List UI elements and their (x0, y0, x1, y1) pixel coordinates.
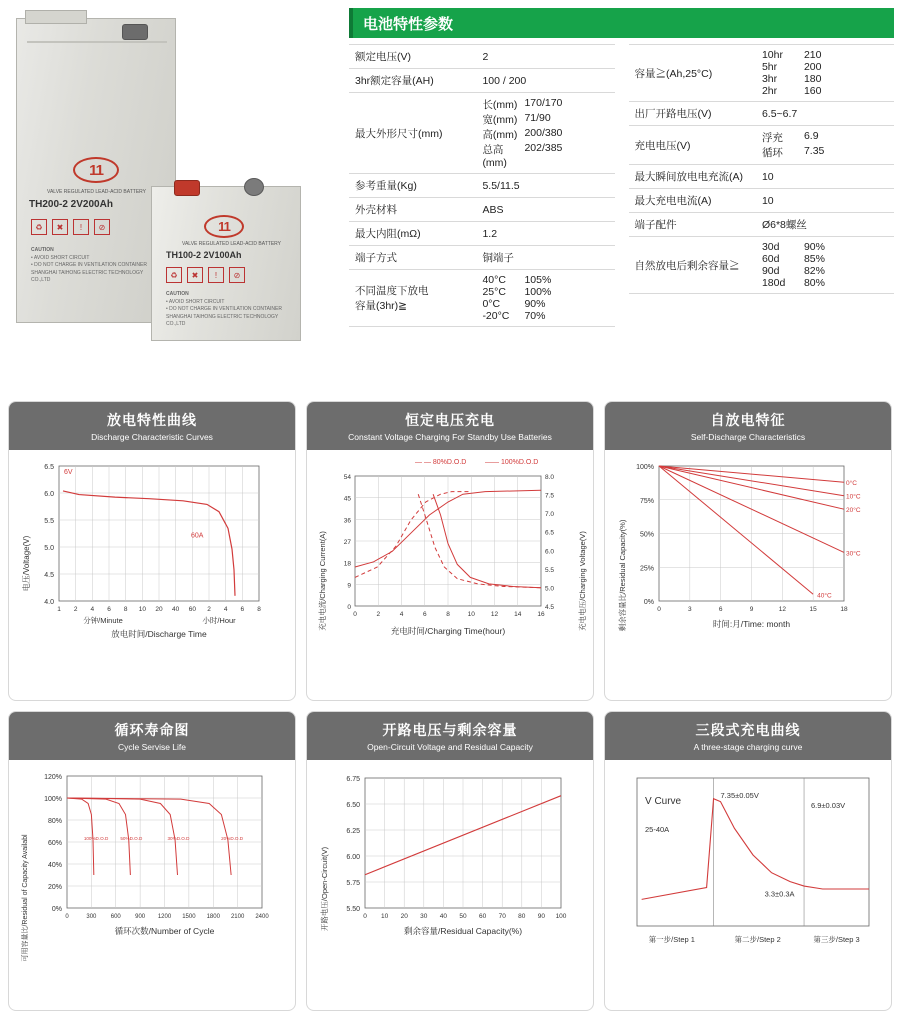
spec-row (349, 45, 615, 69)
svg-text:第二步/Step 2: 第二步/Step 2 (734, 935, 781, 944)
svg-text:0: 0 (657, 606, 661, 613)
svg-text:4.5: 4.5 (545, 604, 555, 611)
spec-subrow: 长(mm) 170/170 (482, 97, 563, 111)
svg-text:2400: 2400 (255, 914, 269, 920)
svg-text:4.0: 4.0 (44, 599, 54, 606)
charts-grid (0, 395, 900, 1019)
spec-key: 最大内阻(mΩ) (349, 222, 476, 246)
model-label-100: TH100-2 2V100Ah (166, 250, 242, 260)
no-trash-icon: ⊘ (94, 219, 110, 235)
svg-text:60: 60 (188, 606, 196, 613)
svg-text:—— 100%D.O.D: —— 100%D.O.D (485, 459, 539, 466)
spec-panel (341, 8, 894, 395)
spec-subrow: 2hr 160 (761, 85, 822, 97)
svg-text:8: 8 (123, 606, 128, 613)
svg-text:3: 3 (688, 606, 692, 613)
svg-text:V Curve: V Curve (645, 796, 682, 807)
card-header (9, 402, 295, 450)
read-manual-icon: ! (208, 267, 224, 283)
svg-text:900: 900 (135, 914, 146, 920)
svg-text:6.5: 6.5 (545, 529, 555, 537)
spec-subrow: -20°C 70% (482, 310, 546, 322)
chart-card-ocv (306, 711, 594, 1011)
svg-text:50%: 50% (639, 531, 654, 539)
svg-text:6.0: 6.0 (44, 491, 54, 498)
spec-subrow: 60d 85% (761, 253, 825, 265)
svg-text:50: 50 (459, 913, 467, 920)
spec-table-left (349, 44, 615, 327)
svg-text:0: 0 (347, 604, 351, 611)
svg-text:4: 4 (90, 606, 95, 613)
svg-text:15: 15 (809, 606, 817, 613)
svg-text:7.5: 7.5 (545, 492, 555, 500)
spec-subrow: 0°C 90% (482, 298, 546, 310)
spec-subrow: 40°C 105% (482, 274, 552, 286)
svg-text:18: 18 (840, 606, 848, 613)
svg-text:5.5: 5.5 (545, 566, 555, 574)
spec-row (349, 69, 615, 93)
svg-text:80: 80 (518, 913, 526, 920)
spec-key: 外壳材料 (349, 198, 476, 222)
svg-text:9: 9 (347, 582, 351, 590)
svg-text:0: 0 (353, 611, 357, 618)
spec-value: ABS (476, 198, 614, 222)
svg-text:70: 70 (498, 913, 506, 920)
svg-text:第一步/Step 1: 第一步/Step 1 (648, 935, 695, 944)
svg-text:剩余容量比/Residual Capacity(%): 剩余容量比/Residual Capacity(%) (618, 519, 627, 632)
no-trash-icon: ⊘ (229, 267, 245, 283)
svg-text:6: 6 (240, 606, 245, 613)
svg-text:30%D.O.D: 30%D.O.D (167, 835, 190, 841)
card-header (9, 712, 295, 760)
svg-text:8.0: 8.0 (545, 474, 555, 481)
svg-text:40: 40 (172, 606, 180, 613)
svg-text:75%: 75% (639, 497, 654, 505)
svg-text:40: 40 (439, 913, 448, 920)
plot-self-discharge (611, 454, 885, 698)
spec-subrow: 总高(mm) 202/385 (482, 142, 563, 169)
svg-text:50%D.O.D: 50%D.O.D (120, 835, 143, 841)
svg-text:8: 8 (257, 606, 261, 613)
svg-text:16: 16 (537, 611, 545, 618)
spec-row (349, 222, 615, 246)
svg-text:第三步/Step 3: 第三步/Step 3 (813, 935, 860, 944)
spec-left-column (349, 44, 615, 327)
svg-text:0°C: 0°C (846, 480, 857, 488)
spec-row (349, 93, 615, 174)
svg-text:12: 12 (778, 606, 786, 613)
svg-text:10°C: 10°C (846, 493, 861, 501)
chart-card-constant-voltage (306, 401, 594, 701)
svg-text:60A: 60A (191, 532, 204, 540)
svg-text:6.9±0.03V: 6.9±0.03V (811, 801, 846, 810)
chart-title-en: Self-Discharge Characteristics (690, 432, 806, 442)
svg-text:2: 2 (207, 606, 211, 613)
svg-text:开路电压/Open-Circuit(V): 开路电压/Open-Circuit(V) (320, 846, 329, 932)
brand-logo-small: 11 (204, 215, 244, 238)
spec-row (349, 174, 615, 198)
brand-line: VALVE REGULATED LEAD-ACID BATTERY (47, 189, 147, 195)
spec-subrow: 3hr 180 (761, 73, 822, 85)
svg-text:6: 6 (718, 606, 723, 613)
svg-text:1500: 1500 (182, 914, 196, 920)
spec-subrow: 5hr 200 (761, 61, 822, 73)
spec-key: 容量≧(Ah,25°C) (629, 45, 756, 102)
svg-text:45: 45 (343, 495, 351, 503)
svg-text:100%: 100% (636, 464, 654, 471)
spec-row (629, 189, 895, 213)
spec-key: 3hr额定容量(AH) (349, 69, 476, 93)
spec-subrow: 10hr 210 (761, 49, 822, 61)
svg-text:5.0: 5.0 (545, 585, 555, 593)
svg-text:5.50: 5.50 (346, 906, 360, 913)
chart-title-en: Discharge Characteristic Curves (91, 432, 213, 442)
spec-subrow: 宽(mm) 71/90 (482, 112, 551, 126)
card-header (605, 712, 891, 760)
svg-text:25-40A: 25-40A (645, 825, 670, 834)
svg-text:5.75: 5.75 (346, 880, 360, 887)
svg-text:2: 2 (376, 611, 381, 618)
svg-text:4: 4 (399, 611, 404, 618)
spec-value: 6.5~6.7 (756, 102, 894, 126)
svg-text:300: 300 (86, 914, 97, 920)
svg-text:6.00: 6.00 (346, 854, 360, 861)
spec-key: 端子配件 (629, 213, 756, 237)
plot-cycle-life (15, 764, 289, 1008)
chart-card-self-discharge (604, 401, 892, 701)
spec-row (629, 102, 895, 126)
chart-title-en: Cycle Servise Life (117, 742, 187, 752)
spec-subrow: 180d 80% (761, 277, 825, 289)
spec-value: Ø6*8螺丝 (756, 213, 894, 237)
spec-key: 自然放电后剩余容量≧ (629, 237, 756, 294)
svg-text:100: 100 (555, 913, 567, 920)
chart-card-discharge (8, 401, 296, 701)
svg-text:60%: 60% (47, 840, 62, 847)
svg-text:6: 6 (107, 606, 111, 613)
svg-text:12: 12 (490, 611, 499, 618)
spec-value: 1.2 (476, 222, 614, 246)
spec-value: 10 (756, 165, 894, 189)
svg-text:时间:月/Time: month: 时间:月/Time: month (712, 619, 791, 629)
caution-text-100: CAUTION • AVOID SHORT CIRCUIT • DO NOT CHARGE IN VENTILATION CONTAINER SHANGHAI TAIHONG ELECTRIC TECHNOLOGY CO.,LTD (166, 291, 282, 327)
read-manual-icon: ! (73, 219, 89, 235)
brand-logo: 11 (73, 157, 119, 183)
svg-text:18: 18 (343, 560, 351, 568)
spec-value: 10 (756, 189, 894, 213)
spec-row (349, 198, 615, 222)
svg-text:600: 600 (110, 914, 121, 920)
plot-ocv (313, 764, 587, 1008)
spec-subrow: 25°C 100% (482, 286, 552, 298)
spec-value: 2 (476, 45, 614, 69)
chart-title-cn: 放电特性曲线 (107, 412, 197, 428)
plot-constant-voltage (313, 454, 587, 698)
svg-text:充电电流/Charging Current(A): 充电电流/Charging Current(A) (318, 531, 327, 631)
svg-text:30: 30 (420, 913, 428, 920)
svg-text:40%: 40% (47, 862, 62, 869)
svg-text:9: 9 (749, 606, 754, 613)
spec-key: 出厂开路电压(V) (629, 102, 756, 126)
product-overview (0, 0, 900, 395)
svg-text:5.5: 5.5 (44, 518, 54, 525)
plot-three-stage (611, 764, 885, 1008)
svg-text:7.0: 7.0 (545, 511, 555, 519)
spec-key: 额定电压(V) (349, 45, 476, 69)
chart-title-cn: 自放电特征 (710, 412, 786, 428)
spec-row (629, 165, 895, 189)
svg-text:20: 20 (155, 606, 163, 613)
svg-text:2100: 2100 (230, 914, 245, 920)
svg-text:20%D.O.D: 20%D.O.D (221, 835, 244, 841)
svg-text:6.5: 6.5 (44, 464, 54, 471)
svg-text:4: 4 (223, 606, 228, 613)
plot-discharge (15, 454, 289, 698)
card-header (307, 712, 593, 760)
spec-row (349, 246, 615, 270)
svg-text:放电时间/Discharge Time: 放电时间/Discharge Time (111, 629, 207, 639)
spec-subrow: 90d 82% (761, 265, 825, 277)
terminal-positive-small (174, 180, 200, 196)
svg-text:20: 20 (400, 913, 408, 920)
spec-table-right (629, 44, 895, 294)
svg-text:20°C: 20°C (846, 507, 861, 515)
recycle-icon: ♻ (166, 267, 182, 283)
svg-text:6: 6 (422, 611, 427, 618)
spec-value (756, 126, 894, 165)
spec-key: 最大瞬间放电电充流(A) (629, 165, 756, 189)
spec-value (476, 270, 614, 327)
chart-title-cn: 开路电压与剩余容量 (382, 722, 518, 738)
svg-text:10: 10 (138, 606, 146, 613)
chart-title-cn: 恒定电压充电 (405, 412, 495, 428)
spec-row (629, 126, 895, 165)
spec-subrow: 30d 90% (761, 241, 825, 253)
warning-icons-small (166, 267, 245, 283)
svg-text:27: 27 (343, 539, 351, 546)
svg-text:8: 8 (446, 611, 450, 618)
svg-text:6.50: 6.50 (346, 802, 360, 809)
svg-text:3.3±0.3A: 3.3±0.3A (764, 889, 795, 899)
svg-text:100%D.O.D: 100%D.O.D (83, 835, 109, 841)
chart-title-en: A three-stage charging curve (693, 742, 803, 752)
svg-text:54: 54 (343, 474, 351, 481)
spec-key: 最大外形尺寸(mm) (349, 93, 476, 174)
spec-value: 100 / 200 (476, 69, 614, 93)
spec-value: 5.5/11.5 (476, 174, 614, 198)
svg-text:14: 14 (514, 611, 522, 618)
svg-text:6V: 6V (64, 469, 73, 476)
chart-title-cn: 循环寿命图 (114, 722, 190, 738)
no-fire-icon: ✖ (187, 267, 203, 283)
svg-text:— — 80%D.O.D: — — 80%D.O.D (415, 459, 467, 466)
svg-text:电压/Voltage(V): 电压/Voltage(V) (22, 535, 31, 592)
spec-key: 不同温度下放电 容量(3hr)≧ (349, 270, 476, 327)
svg-text:分钟/Minute: 分钟/Minute (83, 616, 123, 625)
spec-value (756, 45, 894, 102)
chart-title-en: Constant Voltage Charging For Standby Use Batteries (348, 432, 552, 442)
svg-text:1: 1 (57, 606, 61, 613)
svg-text:80%: 80% (47, 818, 62, 825)
svg-text:剩余容量/Residual Capacity(%): 剩余容量/Residual Capacity(%) (403, 926, 523, 936)
svg-text:2: 2 (73, 606, 78, 613)
svg-text:120%: 120% (44, 774, 62, 781)
svg-text:6.0: 6.0 (545, 548, 555, 556)
svg-text:36: 36 (343, 517, 351, 525)
svg-text:0%: 0% (643, 599, 654, 606)
spec-subrow: 浮充 6.9 (761, 130, 819, 144)
spec-subrow: 高(mm) 200/380 (482, 127, 563, 141)
svg-text:4.5: 4.5 (44, 572, 54, 579)
spec-value (476, 93, 614, 174)
spec-row (629, 237, 895, 294)
svg-text:循环次数/Number of Cycle: 循环次数/Number of Cycle (114, 926, 215, 936)
chart-title-cn: 三段式充电曲线 (695, 722, 801, 738)
spec-row (629, 45, 895, 102)
svg-text:100%: 100% (44, 796, 62, 803)
spec-row (629, 213, 895, 237)
svg-text:40°C: 40°C (817, 592, 832, 600)
svg-text:6.25: 6.25 (346, 828, 360, 835)
chart-card-three-stage (604, 711, 892, 1011)
svg-text:小时/Hour: 小时/Hour (202, 616, 236, 625)
spec-key: 最大充电电流(A) (629, 189, 756, 213)
spec-key: 端子方式 (349, 246, 476, 270)
svg-text:1800: 1800 (206, 914, 220, 920)
no-fire-icon: ✖ (52, 219, 68, 235)
svg-text:20%: 20% (47, 884, 62, 891)
caution-text-200: CAUTION • AVOID SHORT CIRCUIT • DO NOT CHARGE IN VENTILATION CONTAINER SHANGHAI TAIHONG ELECTRIC TECHNOLOGY CO.,LTD (31, 247, 147, 283)
product-photo (6, 8, 341, 393)
spec-value: 铜端子 (476, 246, 614, 270)
chart-card-cycle-life (8, 711, 296, 1011)
card-header (307, 402, 593, 450)
terminal-negative-small (244, 178, 264, 196)
svg-text:30°C: 30°C (846, 550, 861, 558)
svg-text:充电电压/Charging Voltage(V): 充电电压/Charging Voltage(V) (578, 531, 587, 631)
svg-text:可用容量比/Residual of Capacity Ava: 可用容量比/Residual of Capacity Availabl (22, 834, 29, 962)
spec-key: 充电电压(V) (629, 126, 756, 165)
svg-text:25%: 25% (639, 565, 654, 573)
brand-line-small: VALVE REGULATED LEAD-ACID BATTERY (182, 241, 282, 247)
recycle-icon: ♻ (31, 219, 47, 235)
svg-text:0: 0 (65, 914, 69, 920)
svg-text:10: 10 (380, 913, 389, 920)
model-label-200: TH200-2 2V200Ah (29, 199, 113, 210)
svg-text:充电时间/Charging Time(hour): 充电时间/Charging Time(hour) (390, 626, 506, 636)
svg-text:0%: 0% (51, 906, 62, 913)
spec-title: 电池特性参数 (349, 8, 894, 38)
spec-value (756, 237, 894, 294)
svg-text:90: 90 (537, 913, 546, 920)
terminal-positive (122, 24, 148, 40)
spec-row (349, 270, 615, 327)
svg-text:6.75: 6.75 (346, 776, 360, 783)
svg-text:0: 0 (363, 913, 367, 920)
warning-icons (31, 219, 110, 235)
spec-right-column (629, 44, 895, 327)
battery-100ah (151, 186, 301, 341)
svg-text:1200: 1200 (157, 914, 172, 920)
spec-subrow: 循环 7.35 (761, 145, 825, 159)
spec-key: 参考重量(Kg) (349, 174, 476, 198)
svg-text:10: 10 (467, 611, 475, 618)
svg-text:7.35±0.05V: 7.35±0.05V (720, 791, 759, 800)
card-header (605, 402, 891, 450)
svg-text:60: 60 (478, 913, 487, 920)
svg-text:5.0: 5.0 (44, 545, 54, 552)
chart-title-en: Open-Circuit Voltage and Residual Capacity (367, 742, 533, 752)
